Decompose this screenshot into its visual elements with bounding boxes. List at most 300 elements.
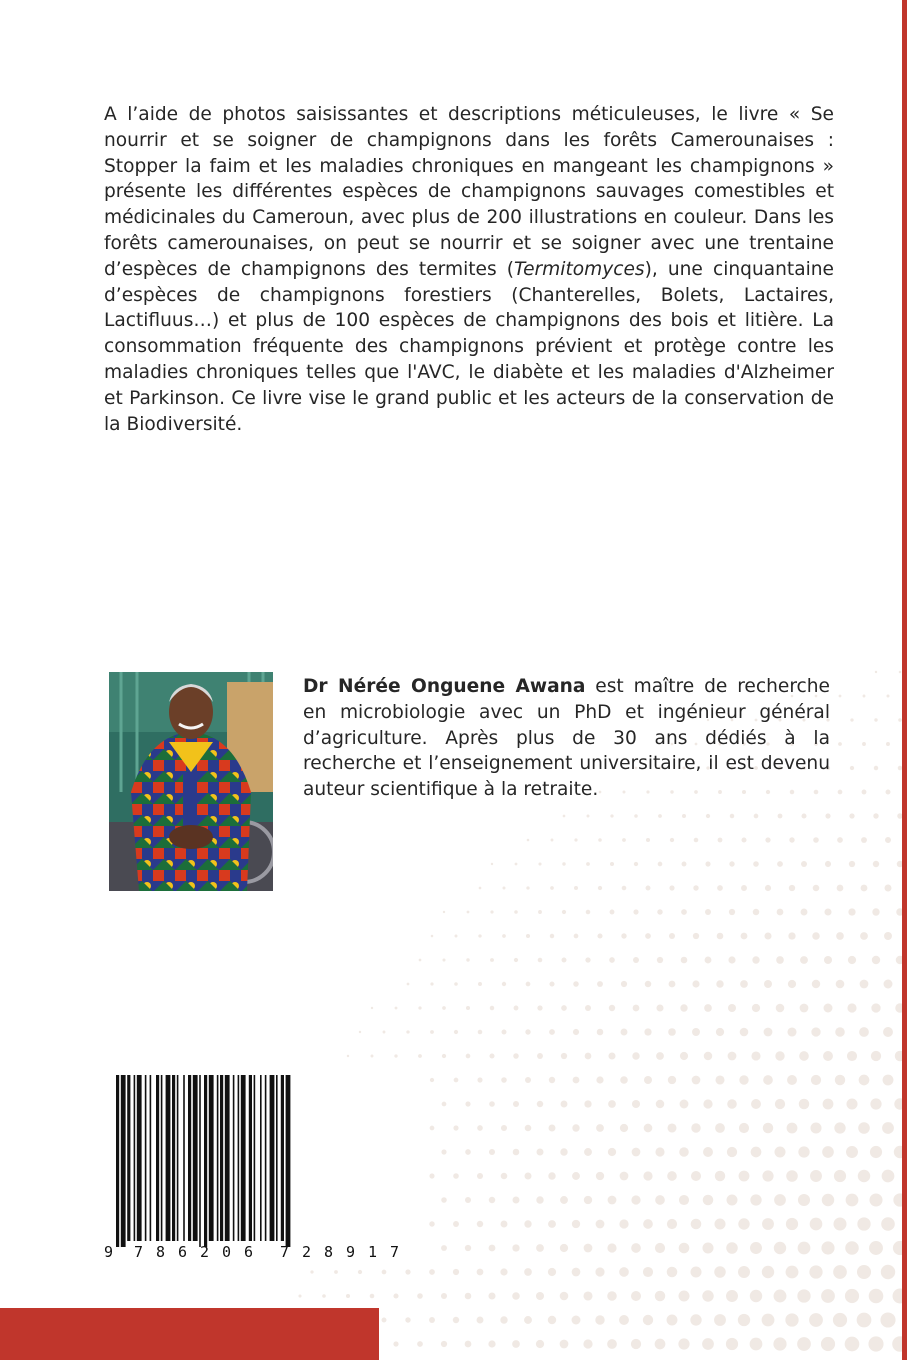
halftone-dot [873,861,879,867]
halftone-dot [692,1028,700,1036]
barcode-bar [116,1075,119,1247]
barcode-bar [209,1075,214,1241]
halftone-dot [787,1075,797,1085]
halftone-dot [488,1292,495,1299]
halftone-dot [656,1052,664,1060]
halftone-dot [359,1031,361,1033]
halftone-dot [874,718,877,721]
barcode-bar [145,1075,147,1241]
halftone-dot [778,814,783,819]
halftone-dot [863,695,866,698]
halftone-dot [383,1031,386,1034]
halftone-dot [809,1265,822,1278]
halftone-dot [821,1289,835,1303]
halftone-dot [429,1173,434,1178]
halftone-dot [668,1076,676,1084]
halftone-dot [477,1077,482,1082]
halftone-dot [885,885,892,892]
author-bio [303,674,830,803]
halftone-dot [727,1099,737,1109]
halftone-dot [608,1148,616,1156]
isbn-digit: 2 [200,1243,210,1261]
halftone-dot [885,837,891,843]
halftone-dot [834,1170,846,1182]
halftone-dot [874,766,878,770]
halftone-dot [833,1265,847,1279]
halftone-dot [789,837,794,842]
halftone-dot [621,933,626,938]
halftone-dot [873,813,878,818]
halftone-dot [850,766,854,770]
halftone-dot [785,1313,798,1326]
halftone-dot [298,1294,301,1297]
halftone-dot [490,958,494,962]
halftone-dot [536,1292,544,1300]
halftone-dot [679,1291,690,1302]
halftone-dot [370,1294,375,1299]
halftone-dot [764,932,771,939]
barcode-bar [121,1075,126,1247]
halftone-dot [715,1123,725,1133]
halftone-dot [810,1218,823,1231]
halftone-dot [536,1340,544,1348]
halftone-dot [762,1314,775,1327]
isbn-digit: 7 [390,1243,400,1261]
halftone-dot [560,1340,569,1349]
halftone-dot [787,1027,796,1036]
halftone-dot [526,982,531,987]
halftone-dot [608,1196,617,1205]
halftone-dot [430,1078,434,1082]
halftone-dot [418,1054,422,1058]
halftone-dot [346,1294,350,1298]
halftone-dot [489,1149,495,1155]
book-description [104,102,834,437]
halftone-dot [751,1099,761,1109]
halftone-dot [845,1241,859,1255]
halftone-dot [837,885,844,892]
halftone-dot [860,980,869,989]
halftone-dot [549,1077,555,1083]
halftone-dot [334,1270,338,1274]
halftone-dot [668,1028,676,1036]
halftone-dot [549,981,554,986]
description-part-2: ), une cinquantaine d’espèces de champignons forestiers (Chanterelles, Bolets, Lactaires, Lactifluus…) et plus de 100 espèces de champignons des bois et litière. La consommation fréquente des champignons prévient et protège contre les maladies chroniques telles que l'AVC, le diabète et les maladies d'Alzheimer et Parkinson. Ce livre vise le grand public et les acteurs de la conservation de la Biodiversité. [104,258,834,435]
halftone-dot [560,1196,568,1204]
halftone-dot [562,958,567,963]
halftone-dot [678,1338,689,1349]
halftone-dot [548,1220,556,1228]
halftone-dot [595,1267,604,1276]
halftone-dot [824,908,831,915]
halftone-dot [631,1291,641,1301]
halftone-dot [310,1270,313,1273]
description-genus: Termitomyces [514,258,645,280]
halftone-dot [548,1316,556,1324]
halftone-dot [822,1146,834,1158]
halftone-dot [858,1170,870,1182]
halftone-dot [838,742,842,746]
halftone-dot [466,1006,470,1010]
halftone-dot [717,885,723,891]
halftone-dot [622,838,626,842]
halftone-dot [430,982,433,985]
barcode-bar [199,1075,201,1247]
halftone-dot [561,1005,567,1011]
halftone-dot [798,1194,810,1206]
halftone-dot [537,1005,542,1010]
halftone-dot [670,838,674,842]
halftone-dot [848,956,856,964]
halftone-dot [765,837,770,842]
halftone-dot [550,886,554,890]
halftone-dot [500,1268,507,1275]
halftone-dot [821,1337,835,1351]
halftone-dot [584,1100,591,1107]
barcode-bar [177,1075,179,1241]
halftone-dot [609,1005,615,1011]
halftone-dot [862,790,867,795]
halftone-dot [620,1172,629,1181]
barcode-bar [204,1075,207,1247]
halftone-dot [610,862,614,866]
halftone-dot [773,1337,786,1350]
halftone-dot [741,885,747,891]
halftone-dot [667,1315,678,1326]
halftone-dot [548,1172,555,1179]
halftone-dot [730,814,734,818]
halftone-dot [788,932,795,939]
halftone-dot [596,1172,604,1180]
halftone-dot [583,1339,592,1348]
barcode-bars [104,1069,424,1247]
halftone-dot [560,1148,567,1155]
halftone-dot [750,1290,762,1302]
halftone-dot [718,838,723,843]
halftone-dot [643,1171,652,1180]
halftone-dot [597,981,603,987]
halftone-dot [751,1147,762,1158]
halftone-dot [825,813,830,818]
halftone-dot [526,934,530,938]
halftone-dot [512,1292,520,1300]
halftone-dot [727,1195,738,1206]
halftone-dot [549,1029,555,1035]
halftone-dot [572,1220,580,1228]
halftone-dot [562,862,565,865]
halftone-dot [775,1051,784,1060]
halftone-dot [849,861,855,867]
halftone-dot [714,1218,725,1229]
halftone-dot [548,1268,556,1276]
halftone-dot [633,909,638,914]
halftone-dot [620,1076,628,1084]
halftone-dot [655,1147,664,1156]
halftone-dot [643,1267,653,1277]
halftone-dot [753,861,759,867]
halftone-dot [550,934,554,938]
right-red-edge [902,0,907,1360]
halftone-dot [786,1170,798,1182]
halftone-dot [525,1077,531,1083]
halftone-dot [489,1053,494,1058]
halftone-dot [513,1197,520,1204]
halftone-dot [728,1052,737,1061]
halftone-dot [884,980,893,989]
barcode-bar [150,1075,152,1241]
halftone-dot [645,981,652,988]
author-name: Dr Nérée Onguene Awana [303,676,586,697]
halftone-dot [857,1265,871,1279]
halftone-dot [836,980,845,989]
halftone-dot [714,1314,726,1326]
barcode-bar [217,1075,219,1241]
halftone-dot [633,1005,640,1012]
halftone-dot [680,1004,687,1011]
halftone-dot [871,1051,881,1061]
halftone-dot [610,814,613,817]
halftone-dot [870,1146,882,1158]
halftone-dot [574,934,579,939]
barcode-bar [156,1075,159,1241]
halftone-dot [887,695,890,698]
halftone-dot [561,1101,568,1108]
halftone-dot [560,1292,569,1301]
halftone-dot [643,1315,653,1325]
halftone-dot [608,1100,616,1108]
halftone-dot [798,1146,809,1157]
halftone-dot [478,982,482,986]
halftone-dot [859,1027,869,1037]
halftone-dot [573,981,579,987]
halftone-dot [763,1075,773,1085]
halftone-dot [861,885,868,892]
halftone-dot [824,956,832,964]
isbn-digit: 6 [244,1243,254,1261]
halftone-dot [682,862,687,867]
halftone-dot [787,1123,798,1134]
halftone-dot [679,1243,690,1254]
halftone-dot [478,1030,483,1035]
halftone-dot [741,933,748,940]
halftone-dot [872,908,879,915]
halftone-dot [690,1266,701,1277]
halftone-dot [645,933,651,939]
halftone-dot [503,887,506,890]
halftone-dot [764,1028,773,1037]
halftone-dot [407,983,410,986]
barcode-bar [220,1075,223,1241]
halftone-dot [655,1339,666,1350]
halftone-dot [429,1269,435,1275]
halftone-dot [658,862,663,867]
halftone-dot [738,1266,750,1278]
halftone-dot [465,1245,471,1251]
halftone-dot [706,814,710,818]
halftone-dot [465,1149,471,1155]
barcode-bar [127,1075,130,1241]
halftone-dot [789,885,795,891]
halftone-dot [681,909,687,915]
barcode-bar [270,1075,275,1241]
halftone-dot [774,1290,787,1303]
halftone-dot [512,1340,520,1348]
halftone-dot [847,1051,857,1061]
halftone-dot [869,1289,884,1304]
halftone-dot [810,1170,822,1182]
halftone-dot [777,909,784,916]
halftone-dot [477,1173,483,1179]
halftone-dot [488,1340,495,1347]
halftone-dot [656,1100,665,1109]
halftone-dot [702,1290,713,1301]
halftone-dot [704,1052,713,1061]
halftone-dot [824,1004,833,1013]
halftone-dot [524,1220,531,1227]
halftone-dot [598,886,602,890]
barcode-bar [172,1075,175,1241]
halftone-dot [680,1100,689,1109]
halftone-dot [500,1316,507,1323]
halftone-dot [514,958,518,962]
barcode-bar [166,1075,171,1241]
halftone-dot [848,908,855,915]
isbn-digit: 8 [324,1243,334,1261]
halftone-dot [704,1004,712,1012]
halftone-dot [703,1147,713,1157]
isbn-digit: 7 [134,1243,144,1261]
isbn-digit: 6 [178,1243,188,1261]
halftone-dot [633,957,639,963]
halftone-dot [774,1194,786,1206]
halftone-dot [371,1007,373,1009]
halftone-dot [821,1241,834,1254]
isbn-digit: 0 [222,1243,232,1261]
halftone-dot [405,1317,410,1322]
halftone-dot [527,839,530,842]
isbn-digit: 8 [156,1243,166,1261]
isbn-number [104,1243,424,1263]
halftone-dot [477,1317,484,1324]
halftone-dot [538,958,543,963]
halftone-dot [883,1075,894,1086]
halftone-dot [525,1173,532,1180]
halftone-dot [551,839,554,842]
halftone-dot [441,1245,447,1251]
halftone-dot [751,1051,760,1060]
barcode-bar [193,1075,198,1241]
halftone-dot [849,813,854,818]
halftone-dot [572,1124,579,1131]
halftone-dot [729,909,735,915]
halftone-dot [776,956,784,964]
halftone-dot [479,887,482,890]
halftone-dot [598,838,602,842]
halftone-dot [583,1291,592,1300]
halftone-dot [406,1030,409,1033]
halftone-dot [607,1339,617,1349]
halftone-dot [764,980,772,988]
halftone-dot [800,956,808,964]
isbn-barcode [104,1069,424,1265]
halftone-dot [693,933,699,939]
halftone-dot [454,1030,458,1034]
isbn-digit: 7 [280,1243,290,1261]
halftone-dot [322,1294,326,1298]
halftone-dot [501,1173,508,1180]
halftone-dot [454,982,458,986]
halftone-dot [729,861,734,866]
halftone-dot [621,981,627,987]
halftone-dot [586,910,591,915]
halftone-dot [657,909,662,914]
halftone-dot [883,1027,893,1037]
halftone-dot [811,1027,820,1036]
halftone-dot [812,932,820,940]
halftone-dot [619,1315,629,1325]
halftone-dot [882,1122,894,1134]
halftone-dot [513,1053,519,1059]
halftone-dot [881,1265,895,1279]
barcode-bar [134,1075,136,1241]
halftone-dot [631,1195,640,1204]
halftone-dot [371,1055,374,1058]
halftone-dot [714,1266,726,1278]
halftone-dot [572,1268,581,1277]
halftone-dot [739,1123,749,1133]
halftone-dot [584,1148,592,1156]
halftone-dot [596,1076,603,1083]
halftone-dot [646,886,651,891]
halftone-dot [524,1268,532,1276]
halftone-dot [443,911,445,913]
halftone-dot [382,1318,387,1323]
halftone-dot [656,1004,663,1011]
halftone-dot [644,1124,653,1133]
halftone-dot [681,957,688,964]
halftone-dot [899,671,902,674]
halftone-dot [750,1194,761,1205]
halftone-dot [810,1122,821,1133]
halftone-dot [880,1312,895,1327]
halftone-dot [765,885,771,891]
halftone-dot [857,1217,870,1230]
halftone-dot [514,1006,519,1011]
halftone-dot [703,1195,714,1206]
halftone-dot [869,1193,882,1206]
halftone-dot [643,1219,653,1229]
halftone-dot [845,1289,859,1303]
halftone-dot [512,1244,519,1251]
halftone-dot [809,1313,823,1327]
halftone-dot [441,1293,447,1299]
halftone-dot [562,910,566,914]
halftone-dot [775,1099,785,1109]
halftone-dot [837,837,843,843]
isbn-digit: 2 [302,1243,312,1261]
isbn-digit: 9 [346,1243,356,1261]
halftone-dot [453,1125,458,1130]
halftone-dot [691,1171,701,1181]
halftone-dot [753,909,760,916]
halftone-dot [634,814,638,818]
halftone-dot [597,933,602,938]
halftone-dot [441,1197,447,1203]
halftone-dot [875,671,877,673]
halftone-dot [728,1004,736,1012]
halftone-dot [490,910,493,913]
halftone-dot [524,1316,532,1324]
